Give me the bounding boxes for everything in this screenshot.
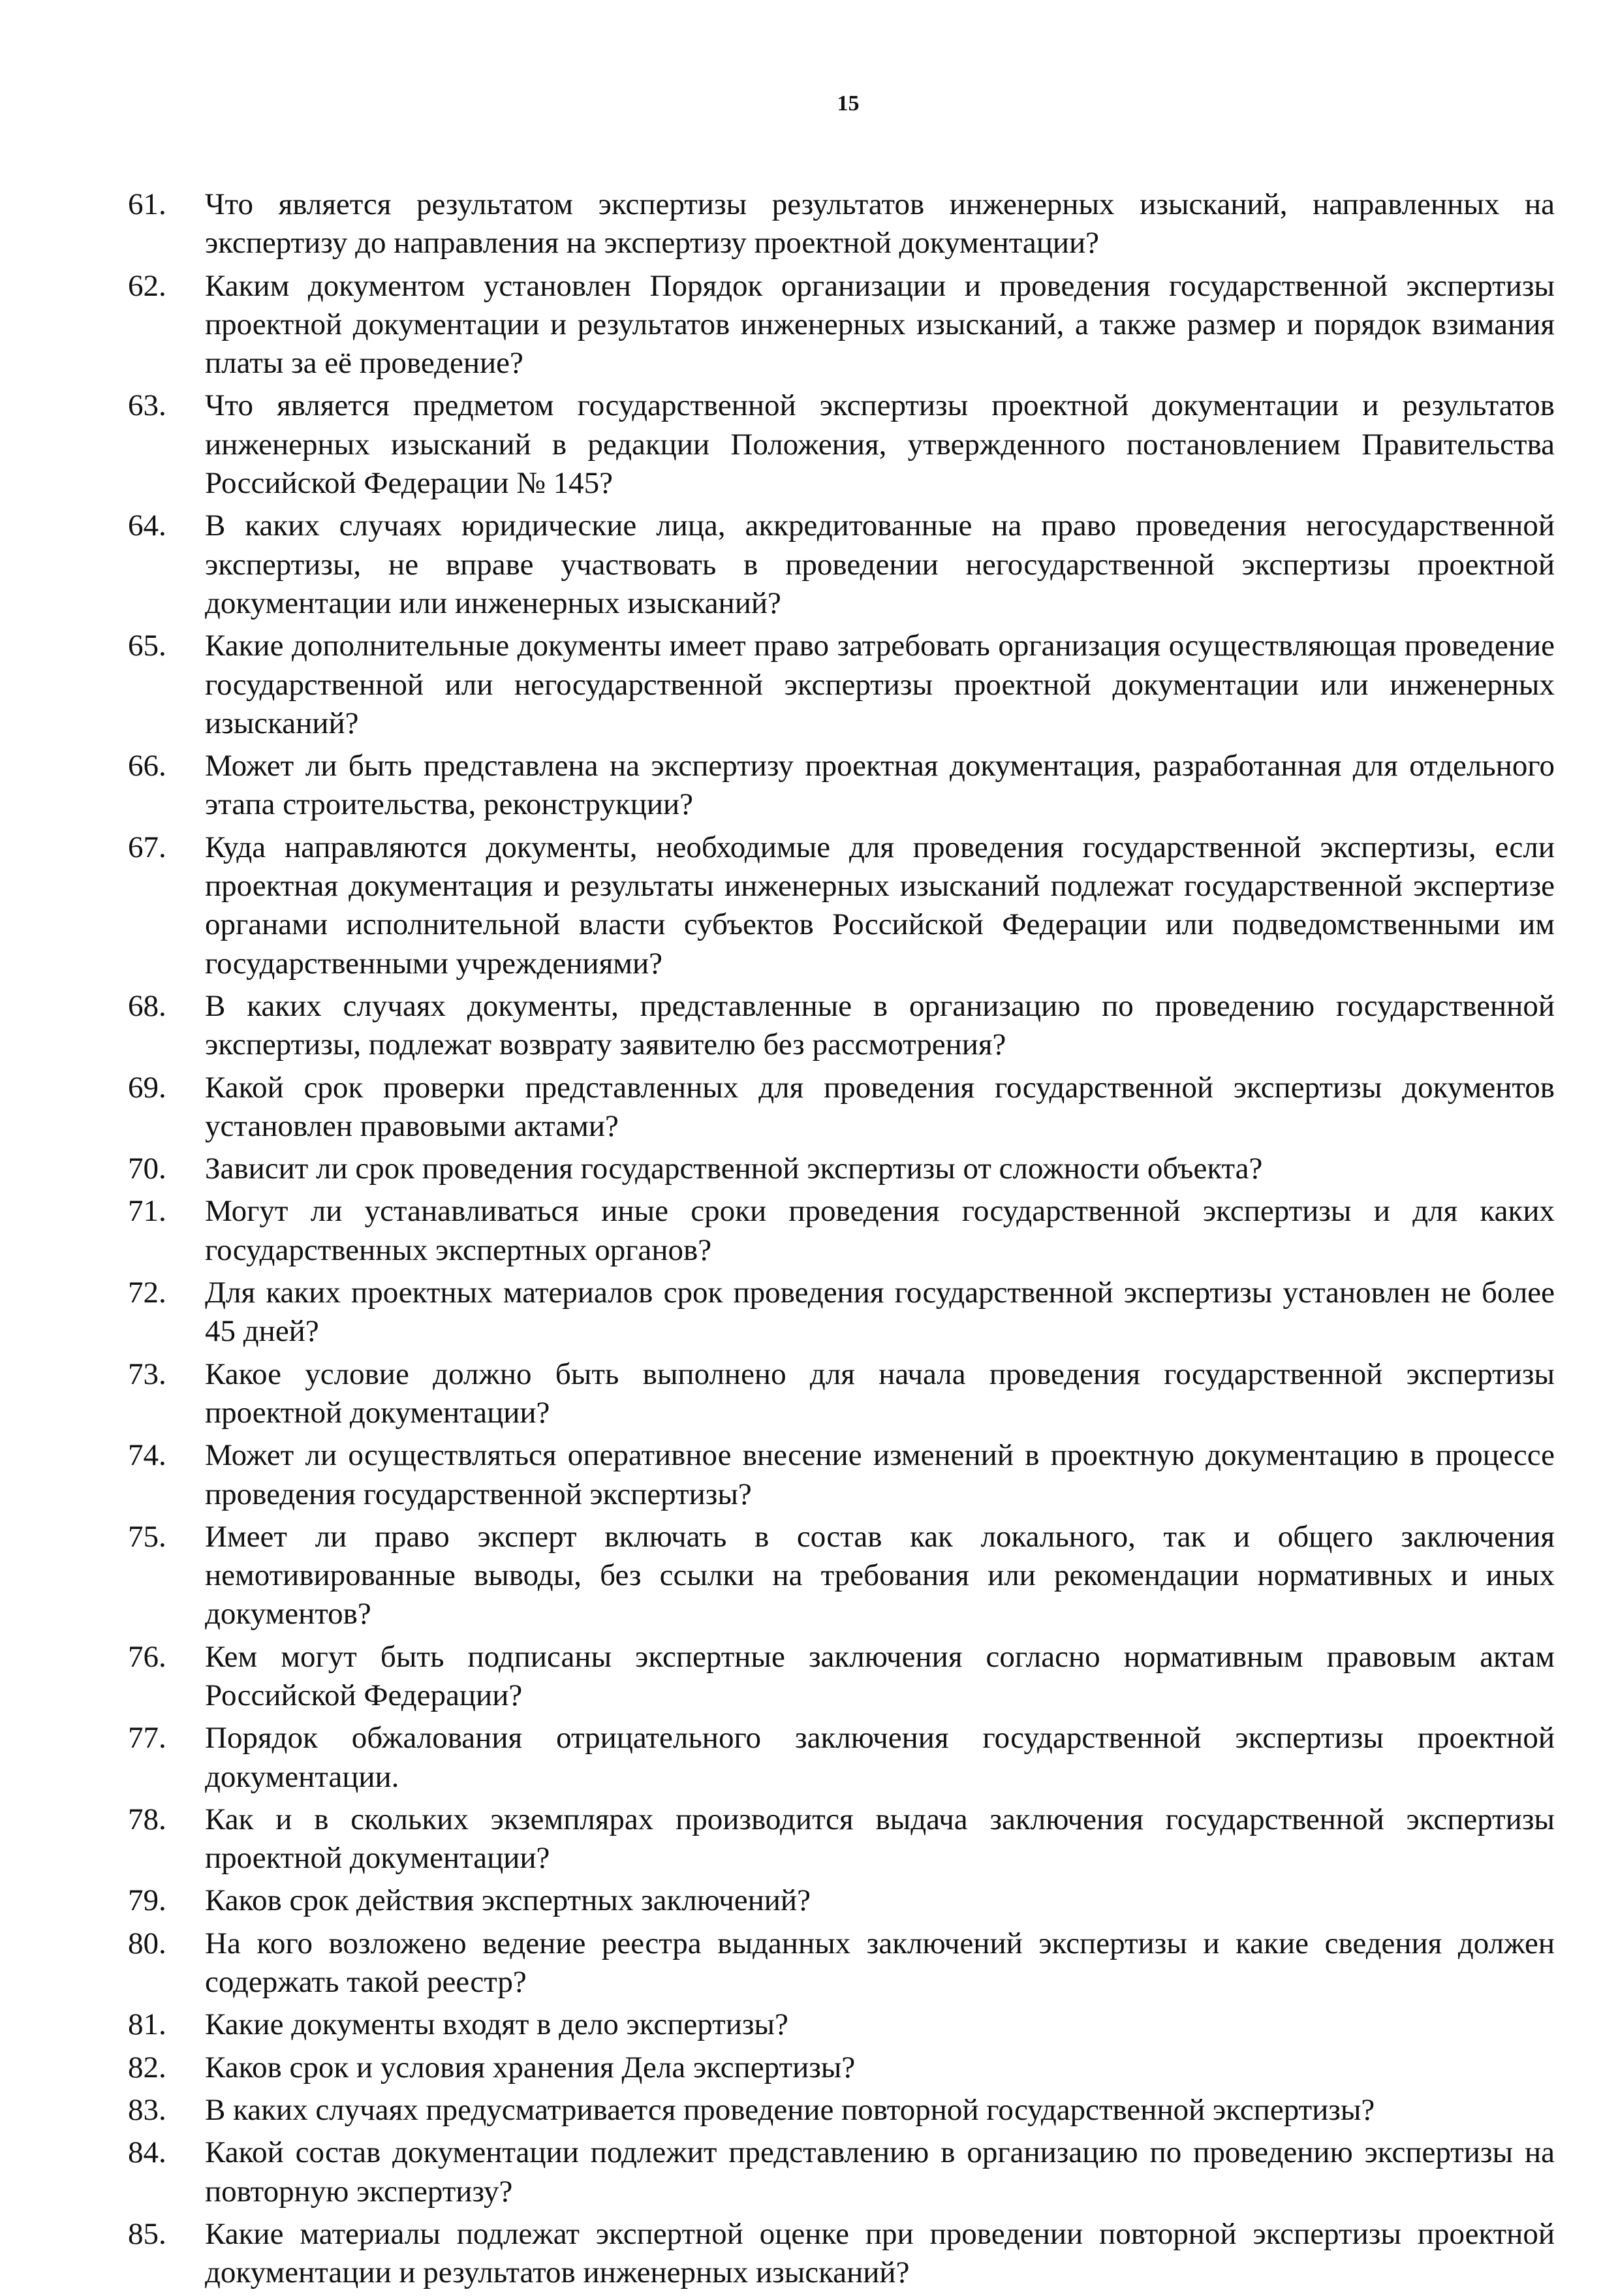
question-item <box>128 2133 1555 2211</box>
question-number: 73. <box>128 1357 166 1391</box>
question-number: 68. <box>128 988 166 1023</box>
question-item <box>128 1925 1555 2002</box>
question-item <box>128 1638 1555 1716</box>
question-number: 71. <box>128 1194 166 1229</box>
question-item <box>128 185 1555 263</box>
question-number: 65. <box>128 629 166 663</box>
question-text: Каков срок и условия хранения Дела экспертизы? <box>205 2050 856 2084</box>
question-text: На кого возложено ведение реестра выданных заключений экспертизы и какие сведения должен содержать такой реестр? <box>205 1926 1555 2000</box>
question-text: Для каких проектных материалов срок проведения государственной экспертизы установлен не более 45 дней? <box>205 1276 1555 1349</box>
question-item <box>128 747 1555 825</box>
question-item <box>128 507 1555 623</box>
question-text: Имеет ли право эксперт включать в состав как локального, так и общего заключения немотивированные выводы, без ссылки на требования или рекомендации нормативных и иных документов? <box>205 1519 1555 1631</box>
question-number: 83. <box>128 2092 166 2127</box>
question-item <box>128 828 1555 983</box>
question-number: 72. <box>128 1276 166 1310</box>
question-item <box>128 386 1555 503</box>
question-number: 84. <box>128 2135 166 2170</box>
question-number: 75. <box>128 1519 166 1554</box>
question-number: 63. <box>128 388 166 423</box>
question-text: В каких случаях документы, представленные в организацию по проведению государственной экспертизы, подлежат возврату заявителю без рассмотрения? <box>205 988 1555 1062</box>
question-number: 61. <box>128 187 166 221</box>
question-item <box>128 1881 1555 1920</box>
question-item <box>128 1150 1555 1188</box>
question-item <box>128 1274 1555 1351</box>
question-item <box>128 2215 1555 2293</box>
question-text: Какое условие должно быть выполнено для начала проведения государственной экспертизы проектной документации? <box>205 1357 1555 1430</box>
question-text: Какой срок проверки представленных для проведения государственной экспертизы документов установлен правовыми актами? <box>205 1070 1555 1143</box>
question-number: 81. <box>128 2007 166 2042</box>
question-item <box>128 1192 1555 1270</box>
question-number: 85. <box>128 2216 166 2251</box>
question-number: 80. <box>128 1926 166 1960</box>
question-text: В каких случаях предусматривается проведение повторной государственной экспертизы? <box>205 2092 1375 2127</box>
question-item <box>128 1436 1555 1514</box>
question-number: 69. <box>128 1070 166 1105</box>
question-text: Что является предметом государственной экспертизы проектной документации и результатов инженерных изысканий в редакции Положения, утвержденного постановлением Правительства Российской Федерации № 145? <box>205 388 1555 501</box>
question-item <box>128 2049 1555 2087</box>
question-text: Какие дополнительные документы имеет право затребовать организация осуществляющая проведение государственной или негосударственной экспертизы проектной документации или инженерных изысканий? <box>205 629 1555 740</box>
question-item <box>128 1719 1555 1797</box>
question-item <box>128 1801 1555 1878</box>
question-number: 70. <box>128 1152 166 1186</box>
question-text: Какие материалы подлежат экспертной оценке при проведении повторной экспертизы проектной документации и результатов инженерных изысканий? <box>205 2216 1555 2290</box>
question-item <box>128 627 1555 743</box>
question-number: 74. <box>128 1438 166 1473</box>
question-number: 77. <box>128 1721 166 1755</box>
question-number: 67. <box>128 830 166 864</box>
question-text: Каков срок действия экспертных заключений? <box>205 1883 811 1918</box>
question-text: В каких случаях юридические лица, аккредитованные на право проведения негосударственной экспертизы, не вправе участвовать в проведении негосударственной экспертизы проектной документации или инженерных изысканий? <box>205 509 1555 620</box>
question-number: 66. <box>128 749 166 783</box>
question-item <box>128 2005 1555 2044</box>
question-item <box>128 987 1555 1065</box>
question-text: Что является результатом экспертизы результатов инженерных изысканий, направленных на экспертизу до направления на экспертизу проектной документации? <box>205 187 1555 260</box>
question-text: Куда направляются документы, необходимые для проведения государственной экспертизы, если проектная документация и результаты инженерных изысканий подлежат государственной экспертизе органами исполнительной власти субъектов Российской Федерации или подведомственными им государственными учреждениями? <box>205 830 1555 981</box>
question-text: Какой состав документации подлежит представлению в организацию по проведению экспертизы на повторную экспертизу? <box>205 2135 1555 2209</box>
question-number: 76. <box>128 1639 166 1674</box>
question-text: Порядок обжалования отрицательного заключения государственной экспертизы проектной документации. <box>205 1721 1555 1794</box>
question-text: Кем могут быть подписаны экспертные заключения согласно нормативным правовым актам Российской Федерации? <box>205 1639 1555 1712</box>
question-number: 82. <box>128 2050 166 2084</box>
question-number: 62. <box>128 268 166 303</box>
question-item <box>128 1518 1555 1634</box>
question-text: Каким документом установлен Порядок организации и проведения государственной экспертизы проектной документации и результатов инженерных изысканий, а также размер и порядок взимания платы за её проведение? <box>205 268 1555 381</box>
question-text: Может ли осуществляться оперативное внесение изменений в проектную документацию в процессе проведения государственной экспертизы? <box>205 1438 1555 1511</box>
question-number: 64. <box>128 509 166 543</box>
question-item <box>128 267 1555 383</box>
question-item <box>128 2091 1555 2130</box>
question-text: Могут ли устанавливаться иные сроки проведения государственной экспертизы и для каких государственных экспертных органов? <box>205 1194 1555 1267</box>
question-text: Какие документы входят в дело экспертизы? <box>205 2007 788 2042</box>
question-text: Зависит ли срок проведения государственной экспертизы от сложности объекта? <box>205 1152 1263 1186</box>
question-text: Может ли быть представлена на экспертизу проектная документация, разработанная для отдельного этапа строительства, реконструкции? <box>205 749 1555 822</box>
question-item <box>128 1069 1555 1146</box>
question-list <box>128 185 1555 2296</box>
question-item <box>128 1355 1555 1433</box>
question-number: 78. <box>128 1802 166 1836</box>
question-text: Как и в скольких экземплярах производится выдача заключения государственной экспертизы проектной документации? <box>205 1802 1555 1876</box>
page-number: 15 <box>837 91 860 116</box>
question-number: 79. <box>128 1883 166 1918</box>
